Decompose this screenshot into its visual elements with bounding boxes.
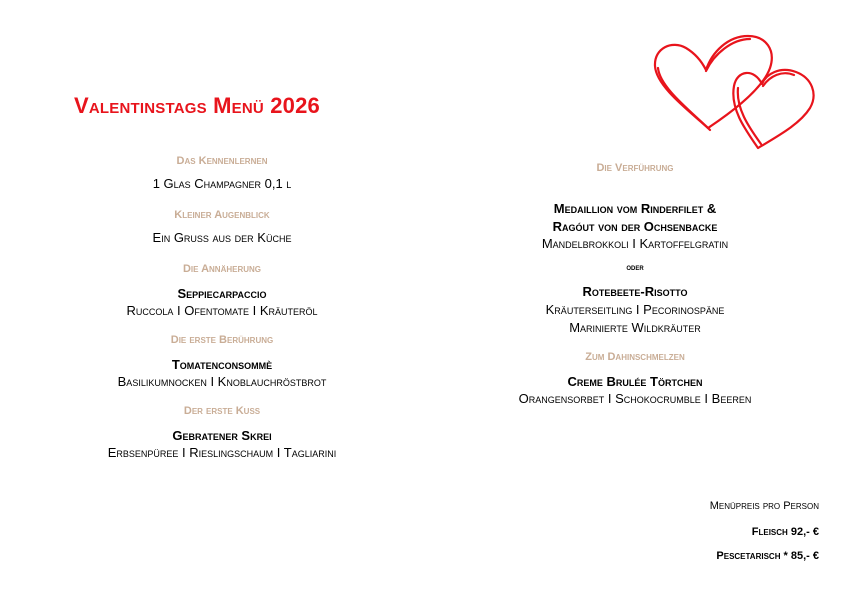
course-kuss	[62, 405, 382, 460]
course-dish: Medaillion vom Rinderfilet &	[553, 201, 717, 216]
course-heading: Die Verführung	[596, 162, 674, 174]
menu-title: Valentinstags Menü 2026	[74, 93, 320, 118]
course-heading: Die Annäherung	[182, 263, 262, 275]
course-sides: Mandelbrokkoli I Kartoffelgratin	[541, 236, 729, 251]
course-dish: Gebratener Skrei	[172, 428, 272, 443]
course-heading: Kleiner Augenblick	[174, 209, 270, 221]
course-sides: Ruccola I Ofentomate I Kräuteröl	[126, 303, 318, 318]
price-meat: Fleisch 92,- €	[751, 526, 819, 538]
course-line: 1 Glas Champagner 0,1 l	[152, 176, 292, 191]
course-heading: Das Kennenlernen	[176, 155, 268, 167]
course-dish: Rotebeete-Risotto	[582, 284, 688, 299]
course-sides: Kräuterseitling I Pecorinospäne	[545, 302, 725, 317]
course-dahinschmelzen	[470, 351, 800, 406]
course-sides: Orangensorbet I Schokocrumble I Beeren	[518, 391, 752, 406]
course-heading: Zum Dahinschmelzen	[585, 351, 685, 363]
course-kennenlernen	[62, 155, 382, 191]
course-line: Ein Gruß aus der Küche	[152, 230, 292, 245]
course-sides: Marinierte Wildkräuter	[569, 320, 701, 335]
course-heading: Die erste Berührung	[170, 334, 274, 346]
alternative-divider: oder	[626, 263, 644, 272]
course-dish: Ragóut von der Ochsenbacke	[552, 219, 718, 234]
course-dish: Seppiecarpaccio	[177, 286, 267, 301]
course-sides: Erbsenpüree I Rieslingschaum I Tagliarini	[107, 445, 337, 460]
course-augenblick	[62, 209, 382, 245]
course-heading: Der erste Kuss	[183, 405, 261, 417]
price-pesce: Pescetarisch * 85,- €	[716, 550, 819, 562]
course-sides: Basilikumnocken I Knoblauchröstbrot	[117, 374, 327, 389]
price-label: Menüpreis pro Person	[709, 500, 819, 512]
menu-column-right	[470, 162, 800, 406]
course-dish: Creme Brulée Törtchen	[567, 374, 703, 389]
price-block	[710, 500, 819, 562]
hearts-icon	[640, 30, 830, 155]
course-dish: Tomatenconsommè	[171, 357, 273, 372]
course-verfuehrung	[470, 162, 800, 335]
course-beruehrung	[62, 334, 382, 389]
menu-column-left	[62, 155, 382, 460]
course-annaeherung	[62, 263, 382, 318]
